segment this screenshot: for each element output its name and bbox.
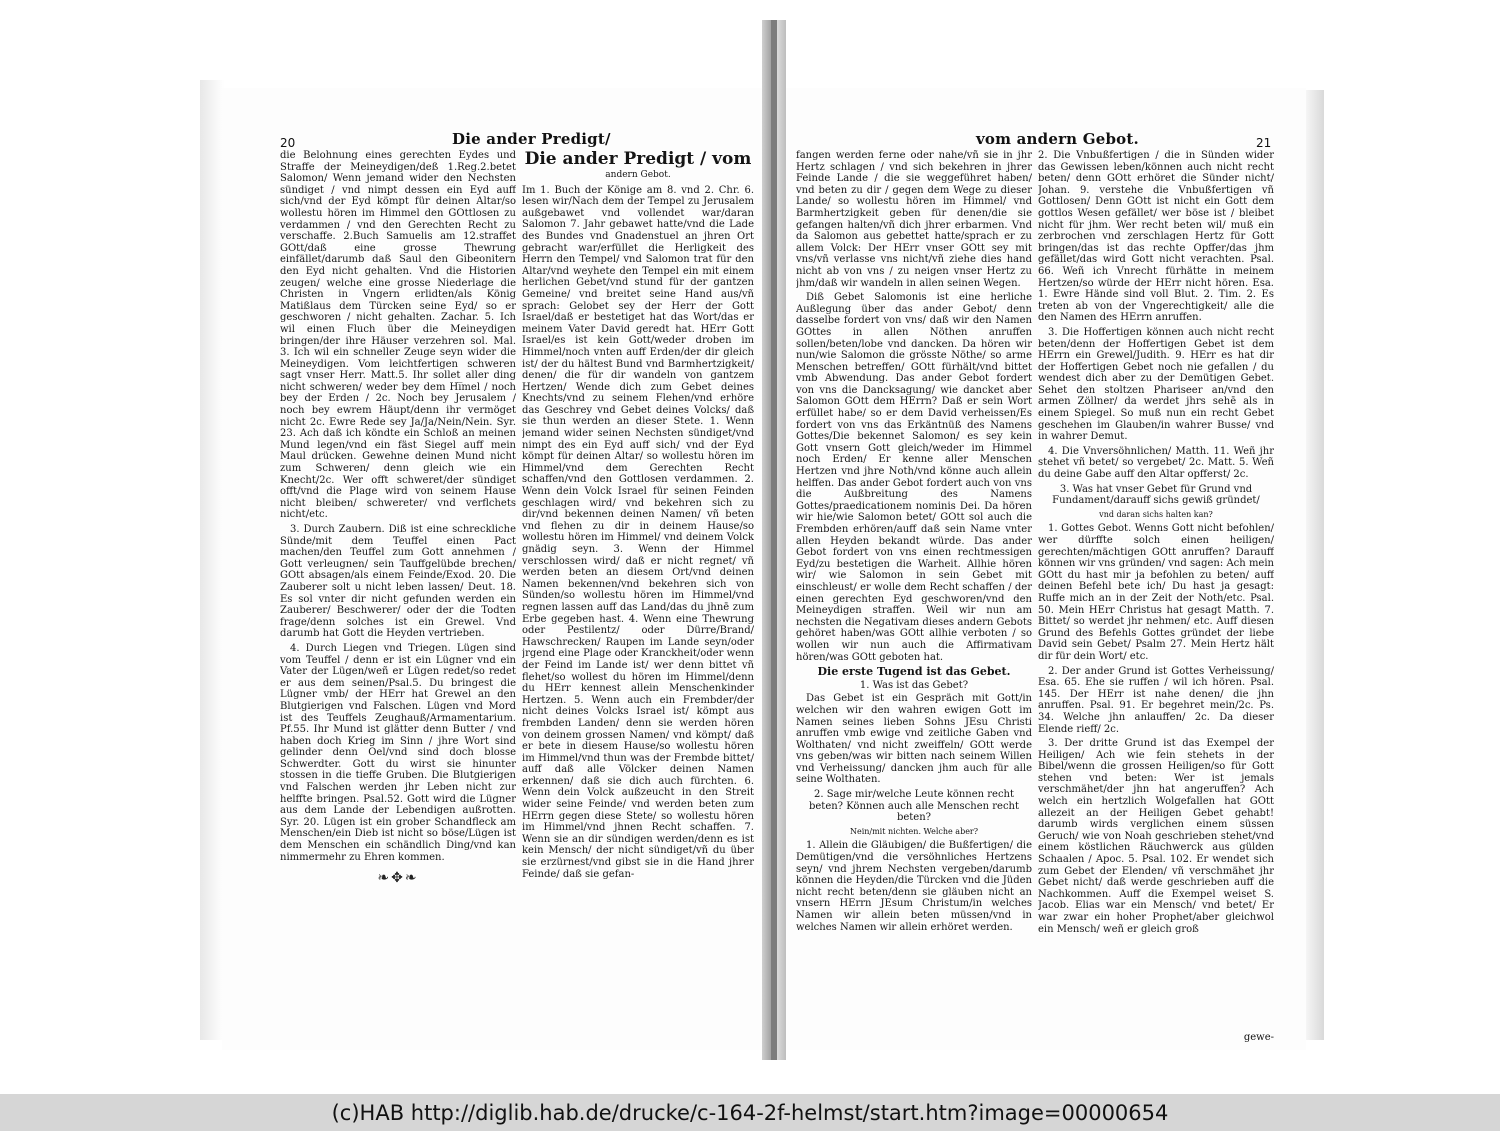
question: 1. Was ist das Gebet? (859, 679, 969, 691)
catchword: gewe- (1243, 1032, 1274, 1043)
page-number-left: 20 (280, 136, 296, 150)
question: 2. Sage mir/welche Leute können recht beten? Können auch alle Menschen recht beten? (808, 789, 1020, 824)
ornament: ❧✥❧ (377, 870, 419, 887)
paragraph: 3. Die Hoffertigen können auch nicht recht beten/denn der Hoffertigen Gebet ist dem HErrn ein Grewel/Judith. 9. HErr es hat dir der Hoffertigen Gebet noch nie gefallen / du wendest dich aber zu der Demütigen Gebet. Sehet den stoltzen Phariseer an/vnd den armen Zöllner/ da werdet jhrs sehē als in einem Spiegel. So muß nun ein recht Gebet geschehen im Glauben/in wahrer Busse/ vnd in wahrer Demut. (1038, 326, 1274, 443)
copyright-url-text: (c)HAB http://diglib.hab.de/drucke/c-164-2f-helmst/start.htm?image=00000654 (331, 1100, 1169, 1125)
running-head-left: Die ander Predigt/ (452, 130, 611, 148)
paragraph: 3. Der dritte Grund ist das Exempel der Heiligen/ Ach wie fein stehets in der Bibel/wenn die grossen Heiligen/so für Gott stehen vnd beten: Wer ist jemals verschmähet/der jhn hat angeruffen? Ach welch ein hertzlich Wolgefallen hat GOtt allezeit an der Heiligen Gebet gehabt! darumb wirds verglichen einem süssen Geruch/ wie von Noah geschrieben stehet/vnd einem köstlichen Räuchwerck aus gülden Schaalen / Apoc. 5. Psal. 102. Er wendet sich zum Gebet der Elenden/ vñ verschmähet jhr Gebet nicht/ daß werde geschrieben auff die Nachkommen. Auff die Exempel weiset S. Jacob. Elias war ein Mensch/ vnd betet/ Er war zwar ein hoher Prophet/aber gleichwol ein Mensch/ weñ er gleich groß (1038, 738, 1274, 935)
copyright-footer (0, 1094, 1500, 1131)
paragraph: 1. Gottes Gebot. Wenns Gott nicht befohlen/ wer dürffte solch einen heiligen/ gerechten/mächtigen GOtt anruffen? Darauff können wir vns gründen/ vnd sagen: Ach mein GOtt du hast mir ja befohlen zu beten/ auff deinen Befehl bete ich/ Du hast ja gesagt: Ruffe mich an in der Zeit der Noth/etc. Psal. 50. Mein HErr Christus hat gesagt Matth. 7. Bittet/ so werdet jhr nehmen/ etc. Auff diesen Grund des Befehls Gottes gründet der liebe David sein Gebet/ Psalm 27. Mein Hertz hält dir für dein Wort/ etc. (1038, 523, 1274, 662)
paragraph: fangen werden ferne oder nahe/vñ sie in jhr Hertz schlagen / vnd sich bekehren in jhrer Feinde Lande / die sie weggeführet haben/ vnd beten zu dir / gegen dem Wege zu dieser Lande/ so wollestu hören im Himmel/ vnd Barmhertzigkeit geben für denen/die sie gefangen halten/vñ dich jhrer erbarmen. Vnd da Salomon aus gebettet hatte/sprach er zu allem Volck: Der HErr vnser GOtt sey mit vns/vñ verlasse vns nicht/vñ ziehe dies hand nicht ab von vns / zu neigen vnser Hertz zu jhm/daß wir wandeln in allen seinen Wegen. (796, 150, 1032, 289)
paragraph: die Belohnung eines gerechten Eydes und Straffe der Meineydigen/deß 1.Reg.2.betet Salomon/ Wenn jemand wider den Nechsten sündiget / vnd nimpt dessen ein Eyd auff sich/vnd der Eyd kömpt für deinen Altar/so wollestu hören im Himmel den GOttlosen zu verdammen / vnd den Gerechten Recht zu verschaffe. 2.Buch Samuelis am 12.straffet GOtt/daß eine grosse Thewrung einfället/darumb daß Saul den Gibeonitern den Eyd nicht gehalten. Vnd die Historien zeugen/ welche eine grosse Niederlage die Christen in Vngern erlidten/als König Matißlaus dem Türcken seine Eyd/ so er geschworen / nicht gehalten. Zachar. 5. Ich wil einen Fluch über die Meineydigen bringen/der ihre Häuser verzehren sol. Mal. 3. Ich wil ein schneller Zeuge seyn wider die Meineydigen. Vom leichtfertigen schweren sagt vnser Herr. Matt.5. Ihr sollet aller ding nicht schweren/ weder bey dem Hi̅mel / noch bey der Erden / 2c. Noch bey Jerusalem / noch bey ewrem Häupt/denn ihr vermöget nicht 2c. Ewre Rede sey Ja/Ja/Nein/Nein. Syr. 23. Ach daß ich köndte ein Schloß an meinen Mund legen/vnd ein fäst Siegel auff mein Maul drücken. Gewehne deinen Mund nicht zum Schweren/ denn gleich wie ein Knecht/2c. Wer offt schweret/der sündiget offt/vnd die Plage wird von seinem Hause nicht bleiben/ schwereter/ vnd verflchets nicht/etc. (280, 150, 516, 521)
section-heading: Die erste Tugend ist das Gebet. (817, 665, 1011, 679)
paragraph: Im 1. Buch der Könige am 8. vnd 2. Chr. 6. lesen wir/Nach dem der Tempel zu Jerusalem außgebawet vnd vollendet war/daran Salomon 7. Jahr gebawet hatte/vnd die Lade des Bundes vnd Gnadenstuel an jhren Ort gebracht war/erfüllet die Herligkeit des Herrn den Tempel/ vnd Salomon trat für den Altar/vnd weyhete den Tempel ein mit einem herlichen Gebet/vnd stund für der gantzen Gemeine/ vnd breitet seine Hand aus/vñ sprach: Gelobet sey der Herr der Gott Israel/daß er bestetiget hat das Wort/das er meinem Vater David geredt hat. HErr Gott Israel/es ist kein Gott/weder droben im Himmel/noch vnten auff Erden/der dir gleich ist/ der du hältest Bund vnd Barmhertzigkeit/ denen/ die für dir wandeln von gantzem Hertzen/ Wende dich zum Gebet deines Knechts/vnd zu seinem Flehen/vnd erhöre das Geschrey vnd Gebet deines Volcks/ daß sie thun werden an dieser Stete. 1. Wenn jemand wider seinen Nechsten sündiget/vnd nimpt des ein Eyd auff sich/ vnd der Eyd kömpt für deinen Altar/ so wollestu hören im Himmel/vnd dem Gerechten Recht schaffen/vnd den Gottlosen verdammen. 2. Wenn dein Volck Israel für seinen Feinden geschlagen wird/ vnd bekehren sich zu dir/vnd bekennen deinen Namen/ vñ beten vnd flehen zu dir in deinem Hause/so wollestu hören im Himmel/ vnd deinem Volck gnädig seyn. 3. Wenn der Himmel verschlossen wird/ daß er nicht regnet/ vñ werden beten an diesem Ort/vnd deinen Namen bekennen/vnd bekehren sich von Sünden/so wollestu hören im Himmel/vnd regnen lassen auff das Land/das du jhnē zum Erbe gegeben hast. 4. Wenn eine Thewrung oder Pestilentz/ oder Dürre/Brand/ Hawschrecken/ Raupen im Lande seyn/oder jrgend eine Plage oder Kranckheit/oder wenn der Feind im Lande ist/ wer denn bittet vñ flehet/so wollest du hören im Himmel/denn du HErr kennest allein Menschenkinder Hertzen. 5. Wenn auch ein Frembder/der nicht deines Volcks Israel ist/ kömpt aus frembden Landen/ denn sie werden hören von deinem grossen Namen/ vnd kömpt/ daß er bete in diesem Hause/so wollestu hören im Himmel/vnd thun was der Frembde bittet/ auff daß alle Völcker deinen Namen erkennen/ daß sie dich auch fürchten. 6. Wenn dein Volck außzeucht in den Streit wider seine Feinde/ vnd werden beten zum HErrn gegen diese Stete/ so wollestu hören im Himmel/vnd jhnen Recht schaffen. 7. Wenn sie an dir sündigen werden/denn es ist kein Mensch/ der nicht sündiget/vñ du über sie erzürnest/vnd gibst sie in die Hand jhrer Feinde/ daß sie gefan- (522, 184, 754, 880)
right-column-2 (1038, 150, 1274, 1040)
paragraph: 2. Der ander Grund ist Gottes Verheissung/ Esa. 65. Ehe sie ruffen / wil ich hören. Psal. 145. Der HErr ist nahe denen/ die jhn anruffen. Psal. 91. Er begehret mein/2c. Ps. 34. Welche jhn anlauffen/ 2c. Da dieser Elende rieff/ 2c. (1038, 665, 1274, 735)
left-column-1 (280, 150, 516, 1030)
answer-line: Nein/mit nichten. Welche aber? (849, 826, 979, 836)
left-page (222, 88, 762, 1050)
sermon-title: Die ander Predigt / vom (524, 150, 752, 169)
paragraph: 2. Die Vnbußfertigen / die in Sünden wider das Gewissen leben/können auch nicht recht beten/ denn GOtt erhöret die Sünder nicht/ Johan. 9. verstehe die Vnbußfertigen vñ Gottlosen/ Denn GOtt ist nicht ein Gott dem gottlos Wesen gefället/ wer böse ist / bleibet nicht für jhm. Wer recht beten wil/ muß ein zerbrochen vnd zerschlagen Hertz für Gott bringen/das ist das rechte Opffer/das jhm gefället/das wird Gott nicht verachten. Psal. 66. Weñ ich Vnrecht fürhätte in meinem Hertzen/so würde der HErr nicht hören. Esa. 1. Ewre Hände sind voll Blut. 2. Tim. 2. Es treten ab von der Vngerechtigkeit/ alle die den Namen des HErrn anruffen. (1038, 150, 1274, 324)
right-column-1 (796, 150, 1032, 1030)
paragraph: 3. Durch Zaubern. Diß ist eine schreckliche Sünde/mit dem Teuffel einen Pact machen/den Teuffel zum Gott annehmen / Gott verleugnen/ sein Tauffgelübde brechen/ GOtt absagen/als einem Feinde/Exod. 20. Die Zauberer solt u nicht leben lassen/ Deut. 18. Es sol vnter dir nicht gefunden werden ein Zauberer/ Beschwerer/ oder der die Todten frage/denn solches ist ein Grewel. Vnd darumb hat Gott die Heyden vertrieben. (280, 524, 516, 640)
running-head-right: vom andern Gebot. (976, 130, 1139, 148)
page-number-right: 21 (1256, 136, 1272, 150)
book-edge-left (200, 80, 224, 1040)
paragraph: 4. Die Vnversöhnlichen/ Matth. 11. Weñ jhr stehet vñ betet/ so vergebet/ 2c. Matt. 5. Weñ du deine Gabe auff den Altar opfferst/ 2c. (1038, 445, 1274, 481)
right-page (786, 88, 1306, 1050)
answer-line: vnd daran sichs halten kan? (1099, 509, 1213, 519)
paragraph: 1. Allein die Gläubigen/ die Bußfertigen/ die Demütigen/vnd die versöhnliches Hertzens seyn/ vnd jhrem Nechsten vergeben/darumb können die Heyden/die Türcken vnd die Jüden nicht recht beten/denn sie gläuben nicht an vnsern HErrn JEsum Christum/in welches Namen wir allein beten müssen/vnd in welches Namen wir allein erhöret werden. (796, 840, 1032, 933)
gutter-fold (771, 20, 777, 1060)
left-column-2 (522, 150, 754, 1040)
paragraph: Diß Gebet Salomonis ist eine herliche Außlegung über das ander Gebot/ denn dasselbe fordert von vns/ daß wir den Namen GOttes in allen Nöthen anruffen sollen/beten/lobe vnd dancken. Da hören wir nun/wie Salomon die grösste Nöthe/ so arme Menschen betreffen/ GOtt fürhält/vnd bittet vmb Abwendung. Das ander Gebot fordert von vns die Dancksagung/ wie dancket aber Salomon GOtt dem HErrn? Daß er sein Wort erfüllet habe/ so er dem David verheissen/Es fordert von vns das Erkäntnüß des Namens Gottes/Die bekennet Salomon/ es sey kein Gott vnsern Gott gleich/weder im Himmel noch Erden/ Er kenne aller Menschen Hertzen vnd jhre Noth/vnd könne auch allein helffen. Das ander Gebot fordert auch von vns die Außbreitung des Namens Gottes/praedicationem nominis Dei. Da hören wir hie/wie Salomon betet/ GOtt sol auch die Frembden erhören/auff daß sein Name vnter allen Heyden bekandt würde. Das ander Gebot fordert von vns einen rechtmessigen Eyd/zu bestetigen die Warheit. Allhie hören wir/ wie Salomon in sein Gebet mit einschleust/ er wolle dem Recht schaffen / der einen gerechten Eyd geschworen/vnd den Meineydigen straffen. Weil wir nun am nechsten die Negativam dieses andern Gebots gehöret haben/was GOtt allhie verboten / so wollen wir nun auch die Affirmativam hören/was GOtt geboten hat. (796, 292, 1032, 663)
question: 3. Was hat vnser Gebet für Grund vnd Fundament/darauff sichs gewiß gründet/ (1052, 483, 1260, 507)
sermon-subtitle: andern Gebot. (605, 170, 671, 180)
paragraph: Das Gebet ist ein Gespräch mit Gott/in welchen wir den wahren ewigen Gott im Namen seines lieben Sohns JEsu Christi anruffen vmb ewige vnd zeitliche Gaben vnd Wolthaten/ vnd nicht zweiffeln/ GOtt werde vns geben/was wir bitten nach seinem Willen vnd Verheissung/ dancken jhm auch für alle seine Wolthaten. (796, 693, 1032, 786)
paragraph: 4. Durch Liegen vnd Triegen. Lügen sind vom Teuffel / denn er ist ein Lügner vnd ein Vater der Lügen/weñ er Lügen redet/so redet er aus dem seinen/Psal.5. Du bringest die Lügner vmb/ der HErr hat Grewel an den Blutgierigen vnd Falschen. Lügen vnd Mord ist des Teuffels Zeughauß/Armamentarium. Pf.55. Ihr Mund ist glätter denn Butter / vnd haben doch Krieg im Sinn / jhre Wort sind gelinder denn Oel/vnd sind doch blosse Schwerdter. Gott du wirst sie hinunter stossen in die tieffe Gruben. Die Blutgierigen vnd Falschen werden jhr Leben nicht zur helffte bringen. Psal.52. Gott wird die Lügner aus dem Lande der Lebendigen außrotten. Syr. 20. Lügen ist ein grober Schandfleck am Menschen/ein Dieb ist nicht so böse/Lügen ist dem Menschen ein schändlich Ding/vnd kan nimmermehr zu Ehren kommen. (280, 642, 516, 863)
